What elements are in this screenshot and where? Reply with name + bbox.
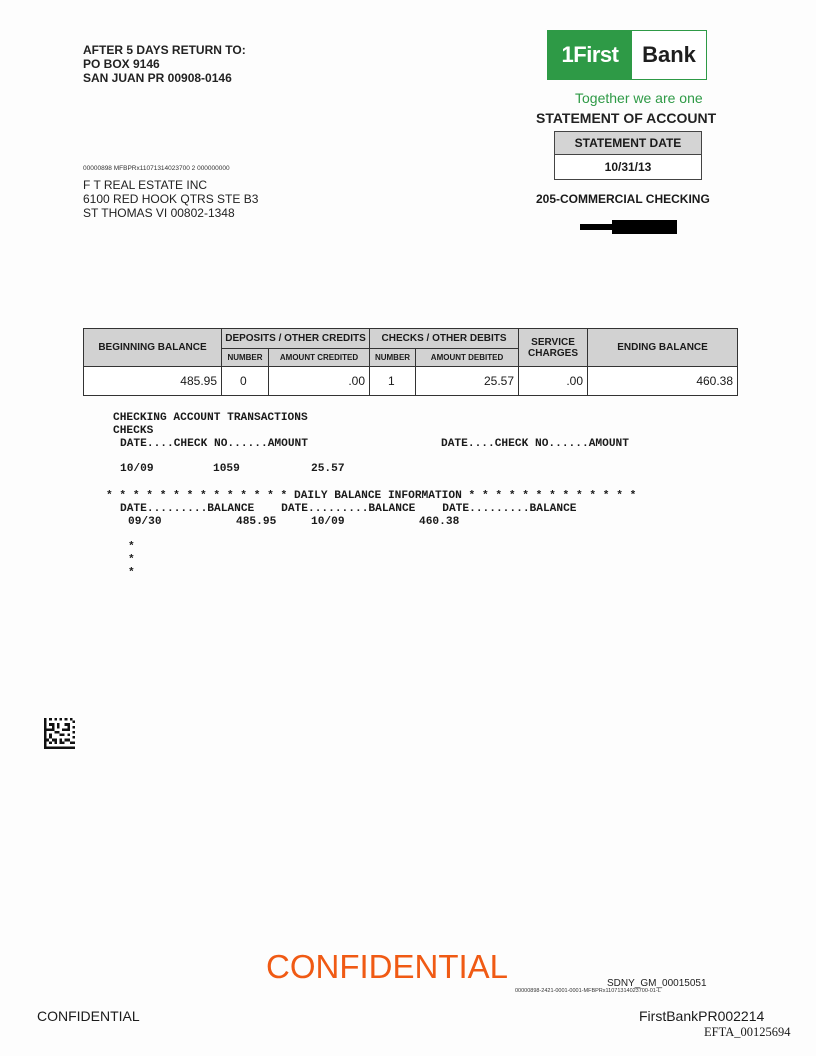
- header-service-line1: SERVICE: [531, 336, 575, 348]
- daily-date-2: 10/09: [311, 516, 345, 528]
- customer-city: ST THOMAS VI 00802-1348: [83, 206, 235, 220]
- header-beginning-balance: BEGINNING BALANCE: [84, 329, 222, 367]
- amount-credited-value: .00: [269, 367, 370, 396]
- customer-street: 6100 RED HOOK QTRS STE B3: [83, 192, 259, 206]
- daily-balance-header: DATE.........BALANCE DATE.........BALANCE DATE.........BALANCE: [120, 503, 577, 515]
- logo-first: 1First: [548, 31, 632, 79]
- transactions-title: CHECKING ACCOUNT TRANSACTIONS: [113, 412, 308, 424]
- return-address-line2: PO BOX 9146: [83, 57, 160, 71]
- deposits-number-value: 0: [222, 367, 269, 396]
- account-summary-table: [83, 328, 738, 396]
- barcode-icon: [44, 718, 75, 749]
- statement-title: STATEMENT OF ACCOUNT: [536, 110, 717, 126]
- confidential-watermark: CONFIDENTIAL: [266, 948, 509, 985]
- return-address-line1: AFTER 5 DAYS RETURN TO:: [83, 43, 246, 57]
- check-date: 10/09: [120, 463, 154, 475]
- star-1: *: [128, 541, 135, 553]
- amount-debited-value: 25.57: [416, 367, 519, 396]
- statement-date-box: [554, 131, 702, 180]
- check-amount: 25.57: [311, 463, 345, 475]
- star-3: *: [128, 567, 135, 579]
- bank-tagline: Together we are one: [575, 90, 703, 106]
- header-ending-balance: ENDING BALANCE: [588, 329, 738, 367]
- daily-balance-2: 460.38: [419, 516, 460, 528]
- header-checks: CHECKS / OTHER DEBITS: [370, 329, 519, 349]
- bates-firstbank: FirstBankPR002214: [639, 1008, 765, 1024]
- header-service-line2: CHARGES: [528, 347, 579, 359]
- customer-name: F T REAL ESTATE INC: [83, 178, 208, 192]
- checks-section-label: CHECKS: [113, 425, 154, 437]
- header-deposits: DEPOSITS / OTHER CREDITS: [222, 329, 370, 349]
- service-charges-value: .00: [519, 367, 588, 396]
- account-type: 205-COMMERCIAL CHECKING: [536, 192, 710, 206]
- statement-date-label: STATEMENT DATE: [555, 132, 701, 155]
- checks-header-left: DATE....CHECK NO......AMOUNT: [120, 438, 308, 450]
- micro-reference: 00000898-2421-0001-0001-MFBPRx11071314023700-01-L: [515, 988, 661, 994]
- statement-date-value: 10/31/13: [604, 160, 652, 174]
- daily-balance-banner: * * * * * * * * * * * * * * DAILY BALANCE INFORMATION * * * * * * * * * * * * *: [106, 490, 637, 502]
- bates-sdny: SDNY_GM_00015051: [607, 978, 707, 989]
- beginning-balance-value: 485.95: [84, 367, 222, 396]
- header-amount-credited: AMOUNT CREDITED: [269, 349, 370, 367]
- mailing-address: [83, 178, 258, 220]
- header-amount-debited: AMOUNT DEBITED: [416, 349, 519, 367]
- redaction-bar: [580, 220, 677, 234]
- header-checks-number: NUMBER: [370, 349, 416, 367]
- return-address-line3: SAN JUAN PR 00908-0146: [83, 71, 232, 85]
- daily-date-1: 09/30: [128, 516, 162, 528]
- bank-logo: [547, 30, 707, 80]
- mailing-micro-line: 00000898 MFBPRx11071314023700 2 000000000: [83, 165, 230, 172]
- checks-header-right: DATE....CHECK NO......AMOUNT: [441, 438, 629, 450]
- ending-balance-value: 460.38: [588, 367, 738, 396]
- check-number: 1059: [213, 463, 240, 475]
- header-service-charges: [519, 329, 588, 367]
- confidential-label: CONFIDENTIAL: [37, 1008, 140, 1024]
- header-deposits-number: NUMBER: [222, 349, 269, 367]
- star-2: *: [128, 554, 135, 566]
- logo-bank: Bank: [642, 42, 696, 67]
- return-address: [83, 43, 246, 85]
- daily-balance-1: 485.95: [236, 516, 277, 528]
- checks-number-value: 1: [370, 367, 416, 396]
- efta-number: EFTA_00125694: [704, 1025, 791, 1039]
